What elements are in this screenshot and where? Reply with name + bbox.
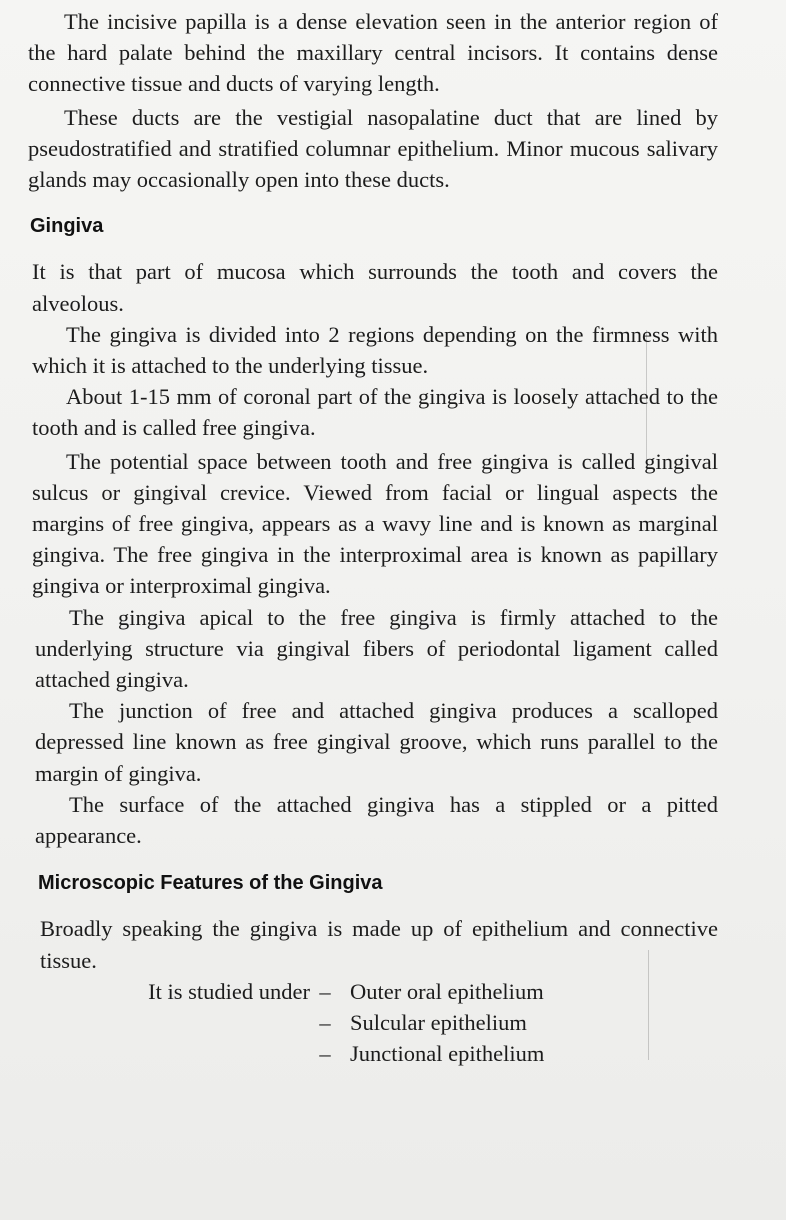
page-text — [28, 6, 718, 1069]
gingiva-section — [28, 256, 718, 601]
dash-marker: – — [319, 978, 331, 1004]
list-item — [40, 1038, 718, 1069]
intro-paragraph-2: These ducts are the vestigial nasopalatine duct that are lined by pseudostratified and stratified columnar epithelium. Minor mucous salivary glands may occasionally open into these ducts. — [28, 104, 718, 193]
intro-paragraph-1: The incisive papilla is a dense elevation seen in the anterior region of the hard palate behind the maxillary central incisors. It contains dense connective tissue and ducts of varying length. — [28, 9, 718, 97]
list-item — [40, 1007, 718, 1038]
microscopic-paragraph-1: Broadly speaking the gingiva is made up of epithelium and connective tissue. — [40, 916, 718, 973]
gingiva-paragraph-3: About 1-15 mm of coronal part of the gingiva is loosely attached to the tooth and is called free gingiva. — [32, 384, 718, 441]
dash-marker: – — [319, 1009, 331, 1035]
section-heading-gingiva: Gingiva — [30, 215, 104, 238]
list-item-sulcular-epithelium: Sulcular epithelium — [350, 1009, 527, 1035]
list-item-outer-oral-epithelium: Outer oral epithelium — [350, 978, 544, 1004]
epithelium-list — [40, 976, 718, 1069]
gingiva-section-continued — [28, 602, 718, 852]
list-lead-text: It is studied under — [148, 978, 310, 1004]
list-item — [40, 976, 718, 1007]
gingiva-paragraph-4: The potential space between tooth and free gingiva is called gingival sulcus or gingival crevice. Viewed from facial or lingual aspects the margins of free gingiva, appears as a wavy line and is known as marginal gingiva. The free gingiva in the interproximal area is known as papillary gingiva or interproximal gingiva. — [32, 448, 718, 599]
dash-marker: – — [319, 1040, 331, 1066]
gingiva-paragraph-7: The surface of the attached gingiva has a stippled or a pitted appearance. — [35, 791, 718, 849]
gingiva-paragraph-2: The gingiva is divided into 2 regions depending on the firmness with which it is attached to the underlying tissue. — [32, 321, 718, 379]
gingiva-paragraph-6: The junction of free and attached gingiva produces a scalloped depressed line known as free gingival groove, which runs parallel to the margin of gingiva. — [35, 698, 718, 786]
gingiva-paragraph-1: It is that part of mucosa which surrounds the tooth and covers the alveolous. — [32, 259, 718, 316]
section-heading-microscopic: Microscopic Features of the Gingiva — [38, 872, 383, 895]
gingiva-paragraph-5: The gingiva apical to the free gingiva is firmly attached to the underlying structure via gingival fibers of periodontal ligament called attached gingiva. — [35, 604, 718, 693]
microscopic-section — [28, 913, 718, 1068]
list-item-junctional-epithelium: Junctional epithelium — [350, 1040, 545, 1066]
